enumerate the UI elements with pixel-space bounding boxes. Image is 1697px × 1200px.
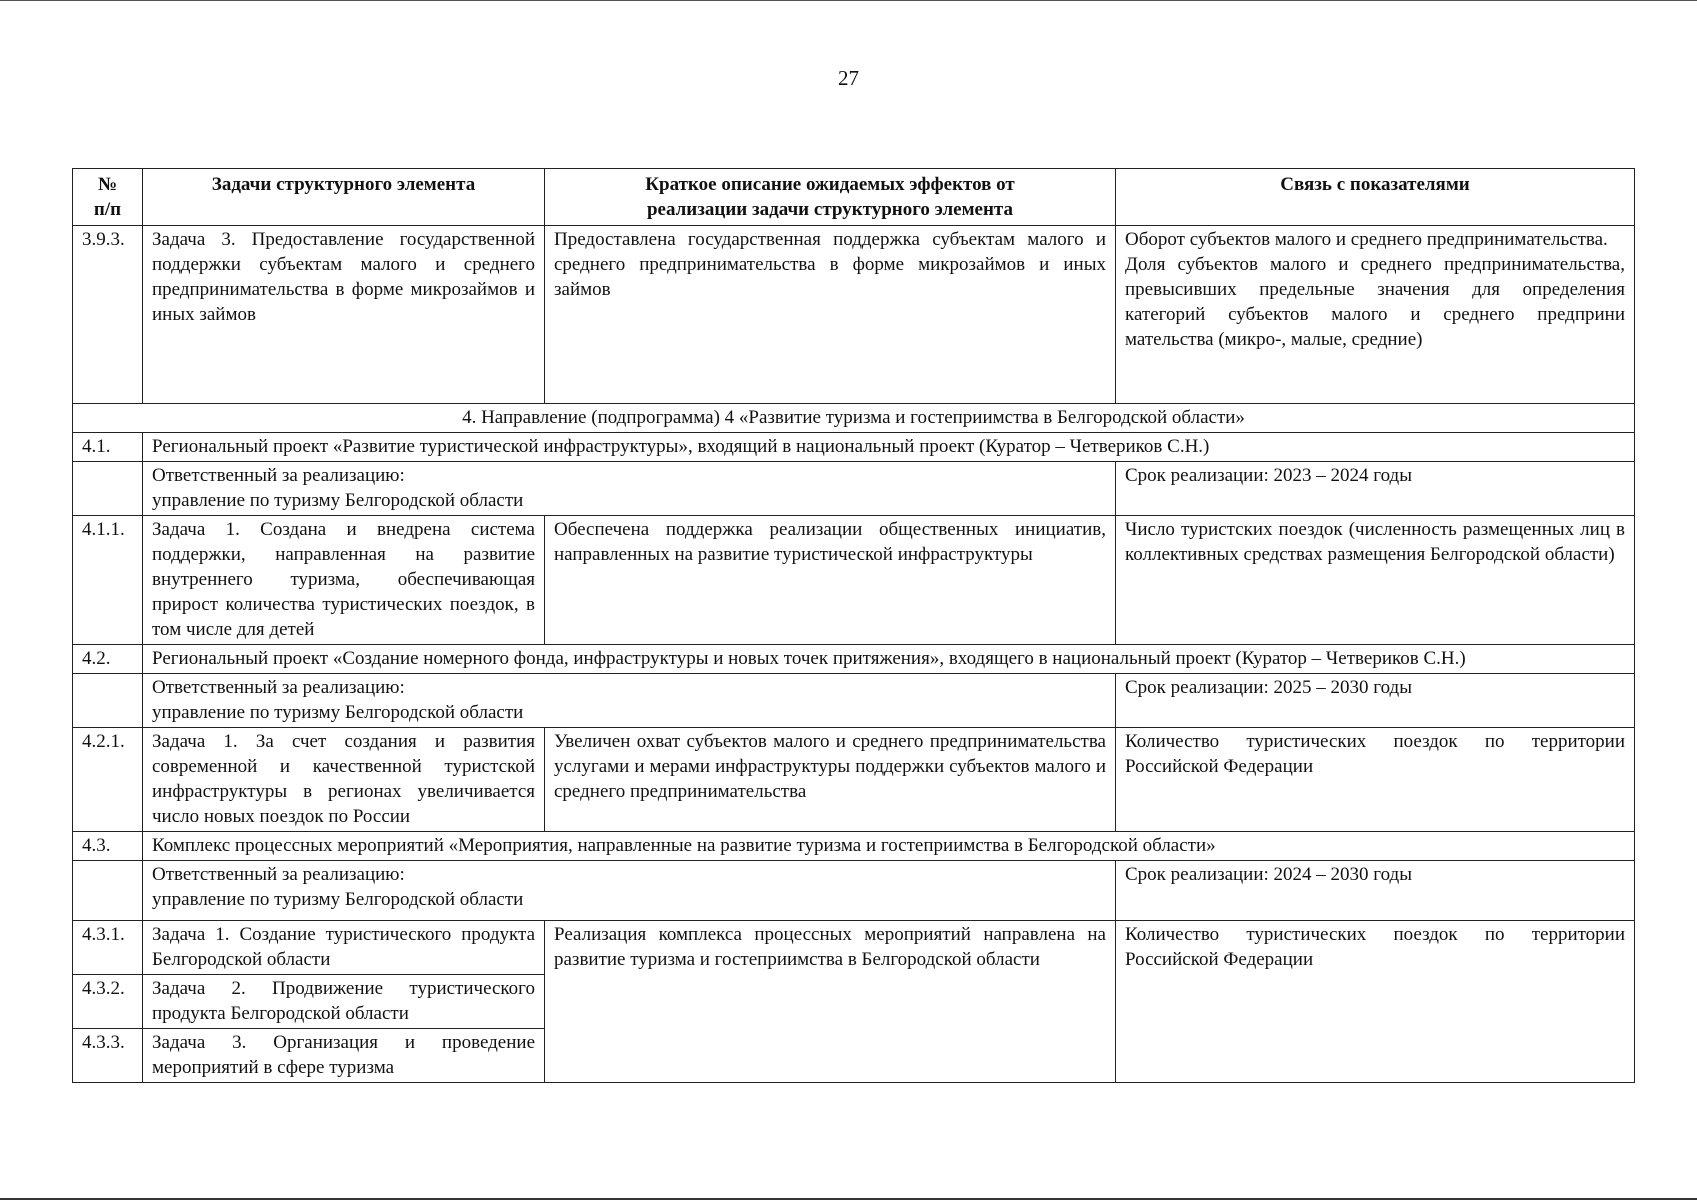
project-row	[73, 832, 1635, 861]
indicator-cell: Количество туристических поездок по территории Российской Федерации	[1116, 728, 1635, 832]
responsible-cell: Ответственный за реализацию: управление по туризму Белгородской области	[143, 462, 1116, 516]
task-cell: Задача 1. За счет создания и развития современной и качественной туристской инфраструктуры в регионах увеличивается число новых поездок по России	[143, 728, 545, 832]
row-number: 4.1.	[73, 433, 143, 462]
table-row	[73, 728, 1635, 832]
effect-cell: Увеличен охват субъектов малого и среднего предпринимательства услугами и мерами инфраструктуры поддержки субъектов малого и среднего предпринимательства	[545, 728, 1116, 832]
term-cell: Срок реализации: 2023 – 2024 годы	[1116, 462, 1635, 516]
header-effects: Краткое описание ожидаемых эффектов от реализации задачи структурного элемента	[545, 169, 1116, 226]
task-cell: Задача 1. Создана и внедрена система поддержки, направленная на развитие внутреннего туризма, обеспечивающая прирост количества туристических поездок, в том числе для детей	[143, 516, 545, 645]
row-number: 4.3.1.	[73, 921, 143, 975]
table-row	[73, 226, 1635, 404]
row-number: 3.9.3.	[73, 226, 143, 404]
header-link: Связь с показателями	[1116, 169, 1635, 226]
header-tasks: Задачи структурного элемента	[143, 169, 545, 226]
row-number: 4.2.	[73, 645, 143, 674]
row-number: 4.3.	[73, 832, 143, 861]
row-number: 4.2.1.	[73, 728, 143, 832]
row-number: 4.3.3.	[73, 1029, 143, 1083]
table-row	[73, 516, 1635, 645]
task-cell: Задача 2. Продвижение туристического продукта Белгородской области	[143, 975, 545, 1029]
project-title: Комплекс процессных мероприятий «Мероприятия, направленные на развитие туризма и гостеприимства в Белгородской области»	[143, 832, 1635, 861]
row-number: 4.1.1.	[73, 516, 143, 645]
responsible-cell: Ответственный за реализацию: управление по туризму Белгородской области	[143, 674, 1116, 728]
task-cell: Задача 1. Создание туристического продукта Белгородской области	[143, 921, 545, 975]
table-header-row	[73, 169, 1635, 226]
responsible-cell: Ответственный за реализацию: управление по туризму Белгородской области	[143, 861, 1116, 921]
scan-edge-top	[0, 0, 1697, 1]
task-cell: Задача 3. Предоставление государственной поддержки субъектам малого и среднего предпринимательства в форме микрозаймов и иных займов	[143, 226, 545, 404]
term-cell: Срок реализации: 2024 – 2030 годы	[1116, 861, 1635, 921]
responsible-row	[73, 674, 1635, 728]
term-cell: Срок реализации: 2025 – 2030 годы	[1116, 674, 1635, 728]
effect-cell: Реализация комплекса процессных мероприятий направлена на развитие туризма и гостеприимства в Белгородской области	[545, 921, 1116, 1083]
project-title: Региональный проект «Создание номерного фонда, инфраструктуры и новых точек притяжения», входящего в национальный проект (Куратор – Четвериков С.Н.)	[143, 645, 1635, 674]
effect-cell: Предоставлена государственная поддержка субъектам малого и среднего предпринимательства в форме микрозаймов и иных займов	[545, 226, 1116, 404]
project-row	[73, 433, 1635, 462]
direction-row	[73, 404, 1635, 433]
project-title: Региональный проект «Развитие туристической инфраструктуры», входящий в национальный проект (Куратор – Четвериков С.Н.)	[143, 433, 1635, 462]
responsible-row	[73, 462, 1635, 516]
project-row	[73, 645, 1635, 674]
indicator-cell: Количество туристических поездок по территории Российской Федерации	[1116, 921, 1635, 1083]
table-row	[73, 921, 1635, 975]
direction-title: 4. Направление (подпрограмма) 4 «Развитие туризма и гостеприимства в Белгородской области»	[73, 404, 1635, 433]
row-number: 4.3.2.	[73, 975, 143, 1029]
responsible-row	[73, 861, 1635, 921]
task-cell: Задача 3. Организация и проведение мероприятий в сфере туризма	[143, 1029, 545, 1083]
effect-cell: Обеспечена поддержка реализации общественных инициатив, направленных на развитие туристической инфраструктуры	[545, 516, 1116, 645]
structure-table	[72, 168, 1635, 1083]
header-num: № п/п	[73, 169, 143, 226]
indicator-cell: Число туристских поездок (численность размещенных лиц в коллективных средствах размещения Белгородской области)	[1116, 516, 1635, 645]
indicator-cell: Оборот субъектов малого и среднего предпринимательства. Доля субъектов малого и среднего предпринимательства, превысивших предельные значения для определения категорий субъектов малого и среднего предприни мательства (микро-, малые, средние)	[1116, 226, 1635, 404]
page-number: 27	[838, 66, 859, 90]
